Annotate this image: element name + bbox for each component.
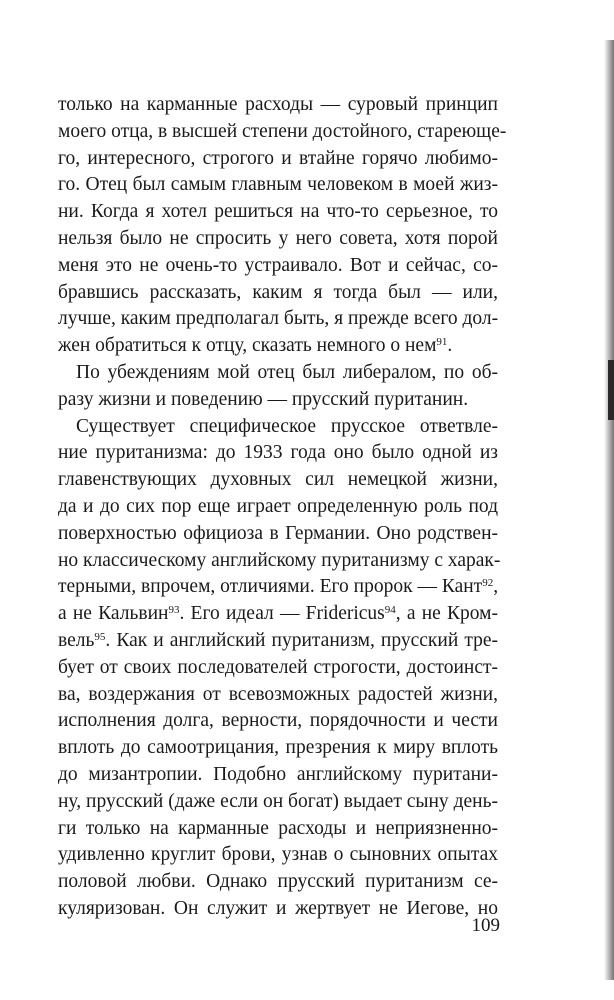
text-line: но классическому английскому пуританизму с харак- xyxy=(58,549,501,571)
text-line: куляризован. Он служит и жертвует не Иегове, но xyxy=(58,897,498,919)
period: . xyxy=(447,335,453,357)
text-line: лучше, каким предполагал быть, я прежде всего дол- xyxy=(58,308,499,330)
text-line xyxy=(58,628,498,655)
text-line: удивленно круглит брови, узнав о сыновних опытах xyxy=(58,844,498,866)
text-line: ну, прусский (даже если он богат) выдает сыну день- xyxy=(58,790,498,812)
text-line xyxy=(58,574,498,601)
text-line: поверхностью официоза в Германии. Оно родствен- xyxy=(58,522,498,544)
text-line: ва, воздержания от всевозможных радостей жизни, xyxy=(58,683,498,705)
footnote-ref: 94 xyxy=(384,604,396,617)
line-text: , а не Кром- xyxy=(395,603,499,625)
text-line: ние пуританизма: до 1933 года оно было одной из xyxy=(58,442,498,464)
footnote-ref: 95 xyxy=(94,630,106,643)
text-line: разу жизни и поведению — прусский пуританин. xyxy=(58,388,469,410)
footnote-ref: 93 xyxy=(168,604,180,617)
text-line: го, интересного, строгого и втайне горячо любимо- xyxy=(58,147,498,169)
text-line: ни. Когда я хотел решиться на что-то серьезное, то xyxy=(58,201,498,223)
comma: , xyxy=(493,576,499,598)
text-line: да и до сих пор еще играет определенную роль под xyxy=(58,495,498,517)
text-line: Существует специфическое прусское ответвле- xyxy=(76,415,498,437)
footnote-ref: 91 xyxy=(436,336,448,349)
line-text: жен обратиться к отцу, сказать немного о нем xyxy=(58,335,437,357)
text-line: вплоть до самоотрицания, презрения к миру вплоть xyxy=(58,737,498,759)
text-line xyxy=(58,333,498,360)
text-line: до мизантропии. Подобно английскому пуритани- xyxy=(58,763,498,785)
page-edge-shadow xyxy=(604,40,614,980)
text-line: моего отца, в высшей степени достойного, стареюще- xyxy=(58,120,507,142)
text-line: главенствующих духовных сил немецкой жизни, xyxy=(58,469,498,491)
line-text: . Как и английский пуританизм, прусский тре- xyxy=(105,629,498,651)
text-line: исполнения долга, верности, порядочности и чести xyxy=(58,710,498,732)
text-line: бует от своих последователей строгости, достоинст- xyxy=(58,656,498,678)
line-text: . Его идеал — Fridericus xyxy=(179,603,385,625)
page-number: 109 xyxy=(471,915,500,936)
text-line: ги только на карманные расходы и неприязненно- xyxy=(58,817,498,839)
body-text xyxy=(58,92,507,923)
page-edge-mark xyxy=(608,360,614,420)
line-text: терными, впрочем, отличиями. Его пророк — Кант xyxy=(58,576,483,598)
text-line: нельзя было не спросить у него совета, хотя порой xyxy=(58,227,498,249)
text-line: только на карманные расходы — суровый принцип xyxy=(58,94,498,115)
footnote-ref: 92 xyxy=(482,577,494,590)
text-line: меня это не очень-то устраивало. Вот и сейчас, со- xyxy=(58,254,498,276)
text-line: половой любви. Однако прусский пуританизм се- xyxy=(58,871,498,893)
line-text: а не Кальвин xyxy=(58,603,169,625)
line-text: вель xyxy=(58,629,95,651)
text-line: го. Отец был самым главным человеком в моей жиз- xyxy=(58,174,498,196)
text-line xyxy=(58,601,498,628)
text-line: бравшись рассказать, каким я тогда был — или, xyxy=(58,281,498,303)
text-line: По убеждениям мой отец был либералом, по об- xyxy=(76,361,498,383)
